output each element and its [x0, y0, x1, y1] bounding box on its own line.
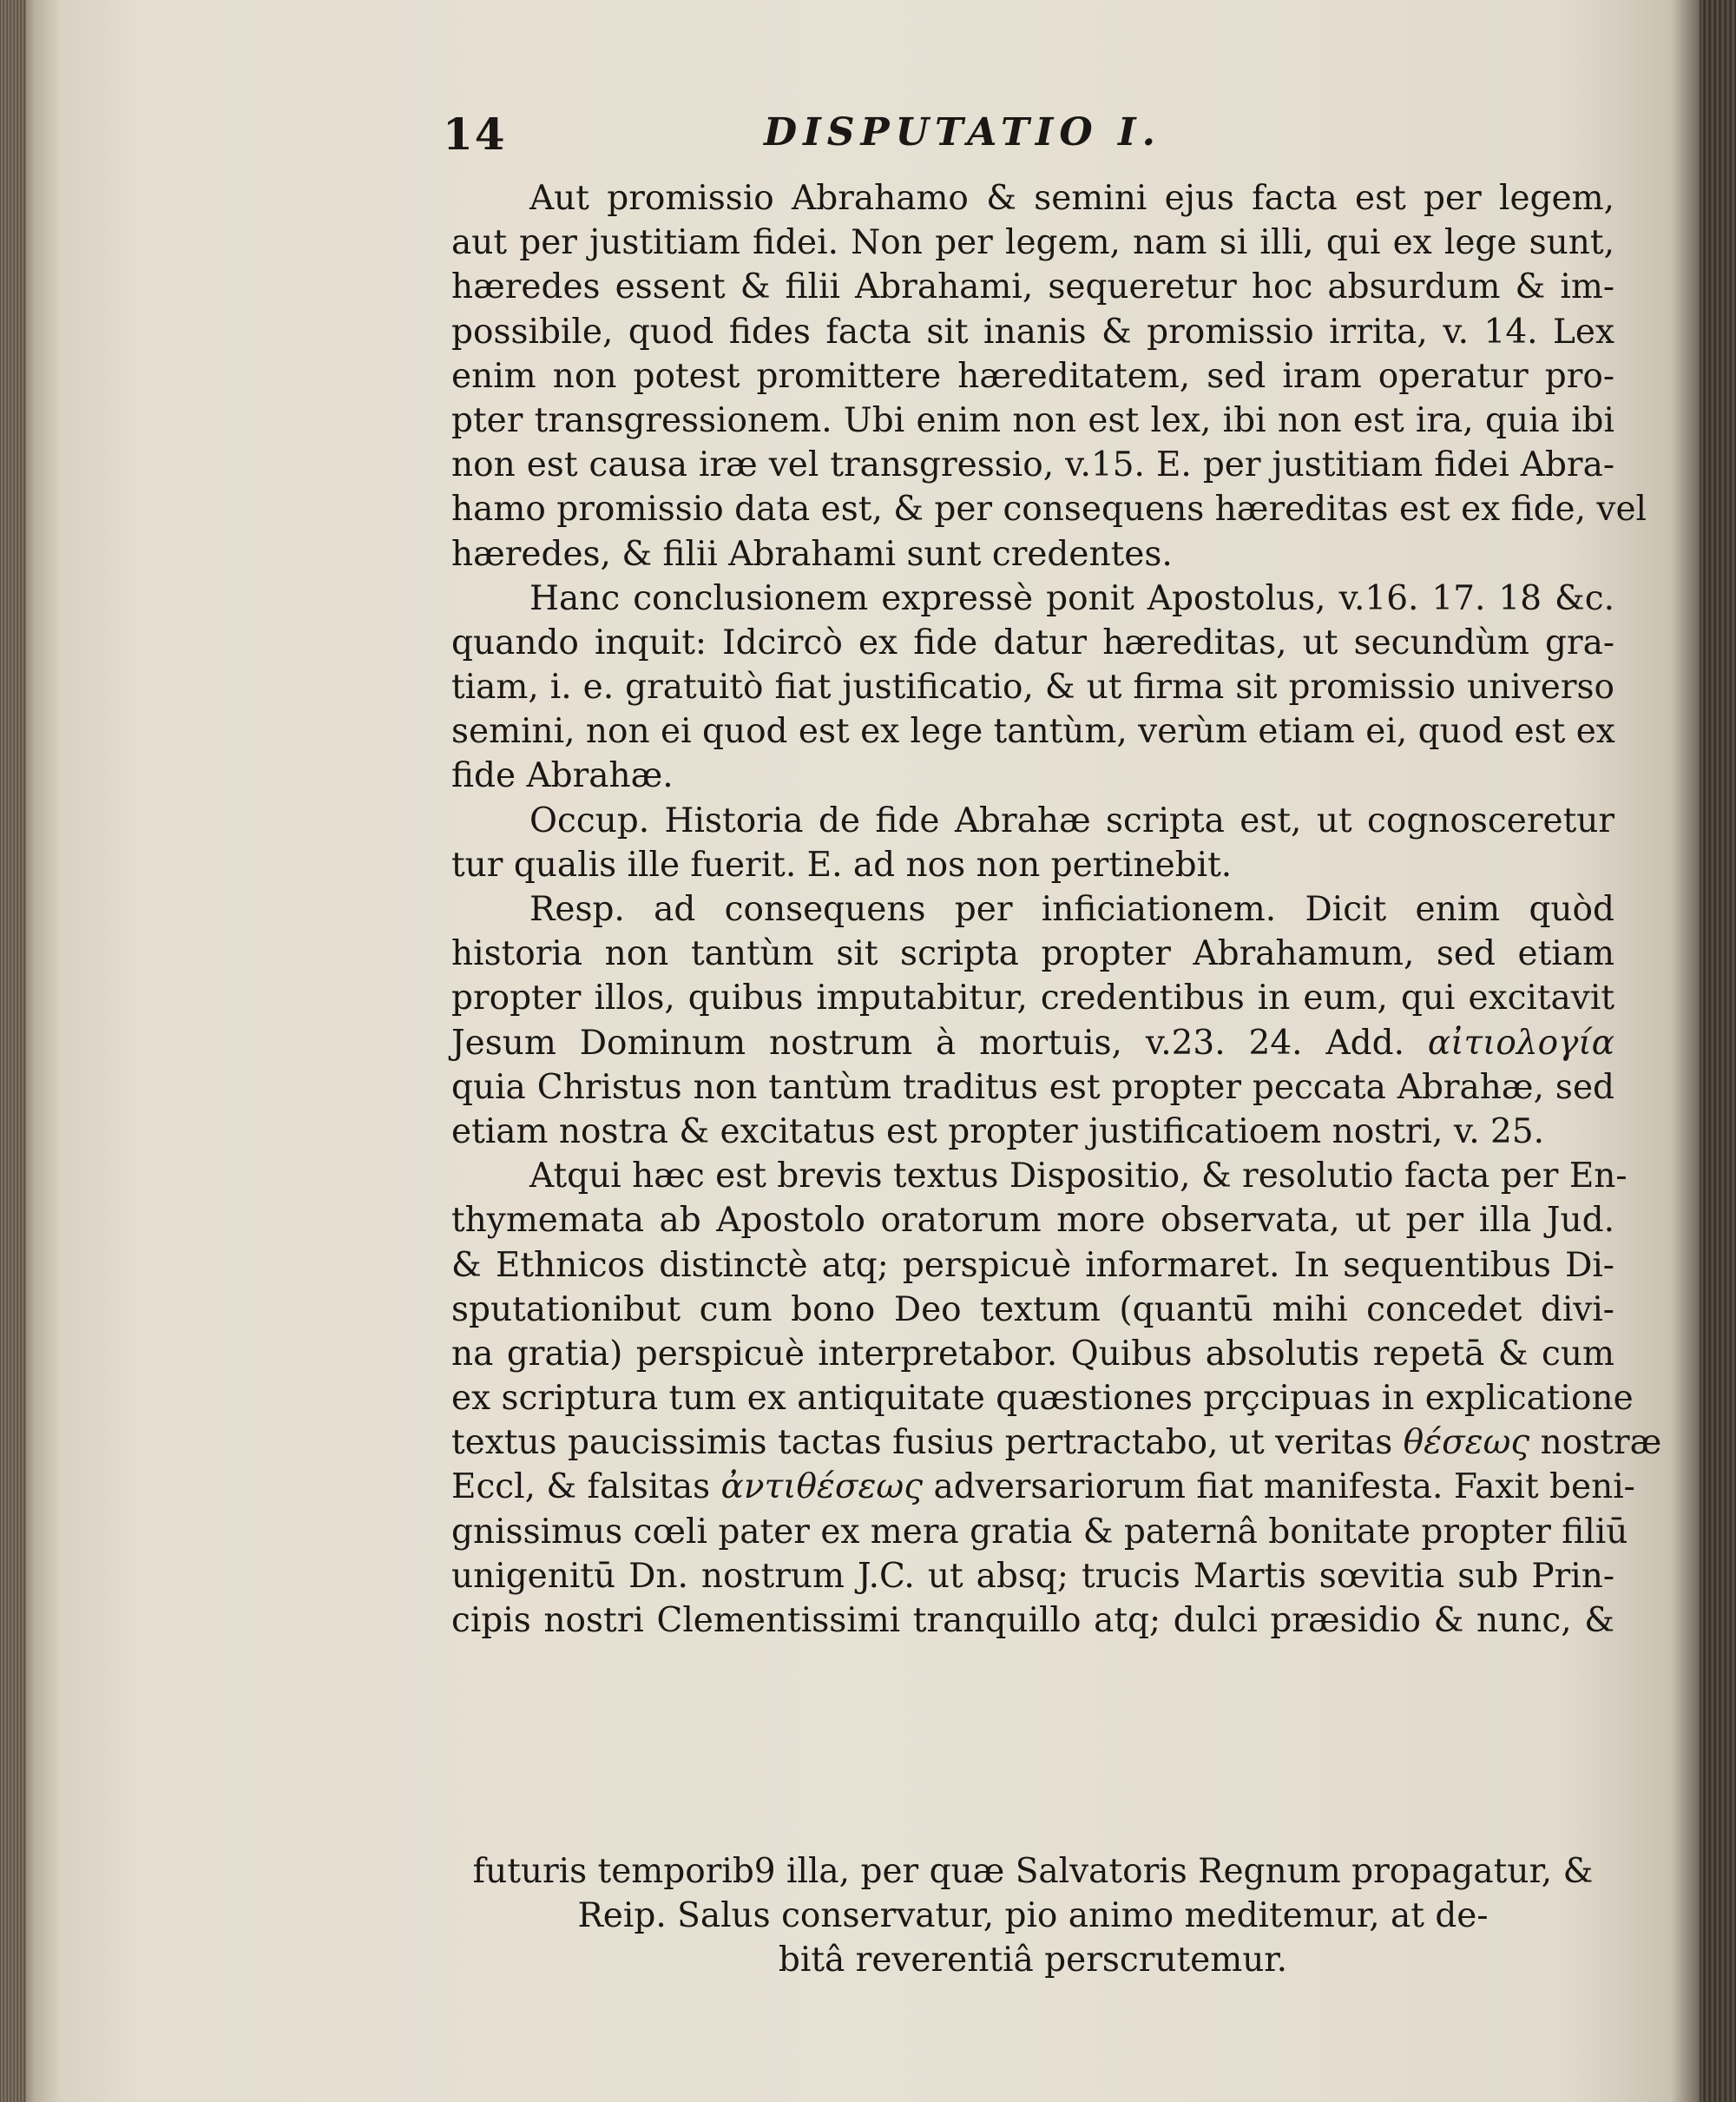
greek-term: ἀντιθέσεως: [720, 1467, 924, 1507]
text-line: quia Christus non tantùm traditus est propter peccata Abrahæ, sed: [451, 1067, 1614, 1107]
text-segment: nostræ: [1540, 1423, 1662, 1463]
closing-line: futuris temporib9 illa, per quæ Salvatoris Regnum propagatur, &: [472, 1852, 1594, 1891]
text-line: tiam, i. e. gratuitò fiat justificatio, & ut firma sit promissio universo: [451, 668, 1614, 708]
text-line: & Ethnicos distinctè atq; perspicuè informaret. In sequentibus Di-: [451, 1245, 1614, 1285]
left-page-edges: [0, 0, 26, 2102]
page-number: 14: [443, 109, 507, 160]
text-line: pter transgressionem. Ubi enim non est lex, ibi non est ira, quia ibi: [451, 400, 1614, 440]
text-line: hæredes, & filii Abrahami sunt credentes.: [451, 534, 1173, 574]
text-line: Atqui hæc est brevis textus Dispositio, & resolutio facta per En-: [529, 1156, 1628, 1196]
text-line: enim non potest promittere hæreditatem, sed iram operatur pro-: [451, 356, 1614, 396]
greek-term: αἰτιολογία: [1427, 1023, 1614, 1063]
text-line-with-greek: [451, 1465, 1635, 1509]
text-line: Resp. ad consequens per inficiationem. Dicit enim quòd: [529, 890, 1614, 929]
text-segment: Jesum Dominum nostrum à mortuis, v.23. 24. Add.: [451, 1023, 1404, 1063]
page-header: [382, 109, 1684, 169]
text-line: possibile, quod fides facta sit inanis & promissio irrita, v. 14. Lex: [451, 312, 1614, 352]
book-page: [382, 82, 1684, 2088]
text-line: cipis nostri Clementissimi tranquillo atq; dulci præsidio & nunc, &: [451, 1601, 1614, 1640]
text-line: hamo promissio data est, & per consequens hæreditas est ex fide, vel: [451, 490, 1647, 530]
text-line-with-greek: [451, 1420, 1662, 1465]
text-line: aut per justitiam fidei. Non per legem, nam si illi, qui ex lege sunt,: [451, 223, 1614, 263]
text-line: non est causa iræ vel transgressio, v.15. E. per justitiam fidei Abra-: [451, 445, 1614, 485]
closing-triangle: [382, 1849, 1684, 1983]
text-line: semini, non ei quod est ex lege tantùm, verùm etiam ei, quod est ex: [451, 712, 1615, 752]
closing-line: bitâ reverentiâ perscrutemur.: [778, 1941, 1288, 1980]
text-line: sputationibut cum bono Deo textum (quantū mihi concedet divi-: [451, 1289, 1614, 1329]
text-line: fide Abrahæ.: [451, 756, 674, 796]
text-line: propter illos, quibus imputabitur, credentibus in eum, qui excitavit: [451, 979, 1614, 1018]
text-line: ex scriptura tum ex antiquitate quæstiones prçcipuas in explicatione: [451, 1379, 1634, 1419]
text-line: hæredes essent & filii Abrahami, sequeretur hoc absurdum & im-: [451, 267, 1614, 307]
text-line: Hanc conclusionem expressè ponit Apostolus, v.16. 17. 18 &c.: [529, 578, 1614, 618]
text-line: thymemata ab Apostolo oratorum more observata, ut per illa Jud.: [451, 1201, 1614, 1241]
text-line: tur qualis ille fuerit. E. ad nos non pertinebit.: [451, 845, 1233, 885]
greek-term: θέσεως: [1403, 1423, 1530, 1463]
text-line-with-greek: [451, 1021, 1614, 1065]
text-line: gnissimus cœli pater ex mera gratia & paternâ bonitate propter filiū: [451, 1512, 1628, 1552]
text-line: etiam nostra & excitatus est propter justificatioem nostri, v. 25.: [451, 1111, 1545, 1151]
text-line: quando inquit: Idcircò ex fide datur hæreditas, ut secundùm gra-: [451, 623, 1614, 662]
text-segment: textus paucissimis tactas fusius pertractabo, ut veritas: [451, 1423, 1393, 1463]
body-text: [451, 176, 1662, 1643]
text-line: Aut promissio Abrahamo & semini ejus facta est per legem,: [529, 179, 1614, 218]
closing-line: Reip. Salus conservatur, pio animo meditemur, at de-: [577, 1896, 1489, 1936]
text-segment: Eccl, & falsitas: [451, 1467, 711, 1507]
text-segment: adversariorum fiat manifesta. Faxit beni-: [933, 1467, 1635, 1507]
text-line: na gratia) perspicuè interpretabor. Quibus absolutis repetā & cum: [451, 1334, 1614, 1374]
text-line: historia non tantùm sit scripta propter Abrahamum, sed etiam: [451, 934, 1614, 974]
text-line: Occup. Historia de fide Abrahæ scripta est, ut cognosceretur: [529, 801, 1614, 840]
running-title: DISPUTATIO I.: [764, 110, 1161, 155]
text-line: unigenitū Dn. nostrum J.C. ut absq; trucis Martis sœvitia sub Prin-: [451, 1556, 1614, 1596]
right-page-edges: [1700, 0, 1736, 2102]
